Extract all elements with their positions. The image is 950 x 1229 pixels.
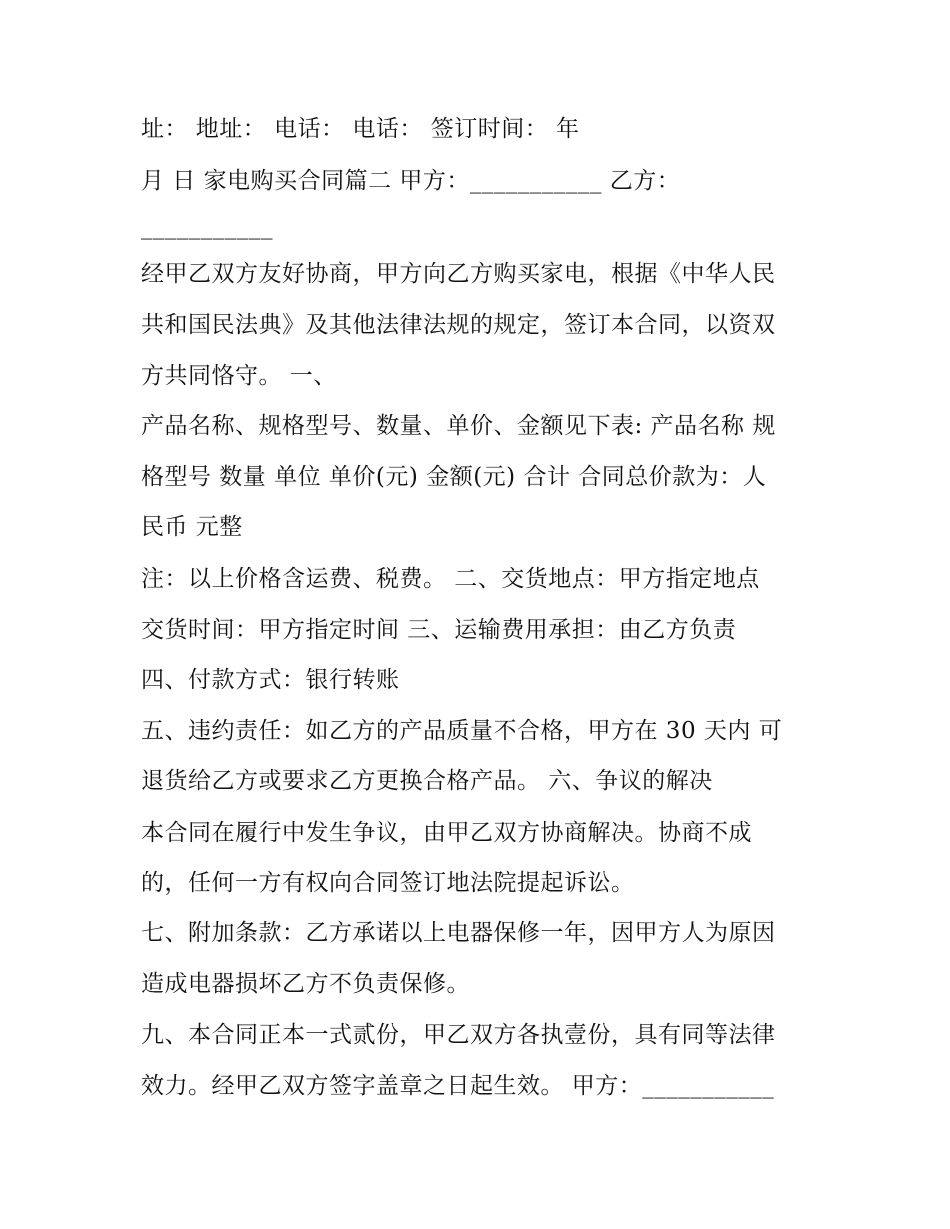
text-line: 交货时间：甲方指定时间 三、运输费用承担：由乙方负责 xyxy=(141,617,737,643)
text-line: 格型号 数量 单位 单价(元) 金额(元) 合计 合同总价款为：人 xyxy=(141,464,767,490)
text-line: 造成电器损坏乙方不负责保修。 xyxy=(141,971,470,997)
text-line: 的，任何一方有权向合同签订地法院提起诉讼。 xyxy=(141,870,635,896)
text-line: 退货给乙方或要求乙方更换合格产品。 六、争议的解决 xyxy=(141,768,713,794)
text-line: 产品名称、规格型号、数量、单价、金额见下表: 产品名称 规 xyxy=(141,413,776,439)
text-line: 址： 地址： 电话： 电话： 签订时间： 年 xyxy=(141,116,580,142)
text-line: 共和国民法典》及其他法律法规的规定，签订本合同，以资双 xyxy=(141,312,776,338)
text-line: 效力。经甲乙双方签字盖章之日起生效。 甲方：___________ xyxy=(141,1073,775,1099)
text-line: 注：以上价格含运费、税费。 二、交货地点：甲方指定地点 xyxy=(141,566,760,592)
text-line: 九、本合同正本一式贰份，甲乙双方各执壹份，具有同等法律 xyxy=(141,1022,776,1048)
text-line: 经甲乙双方友好协商，甲方向乙方购买家电，根据《中华人民 xyxy=(141,261,776,287)
text-line: ___________ xyxy=(141,214,273,240)
text-line: 民币 元整 xyxy=(141,514,243,540)
text-line: 四、付款方式：银行转账 xyxy=(141,667,400,693)
text-line: 月 日 家电购买合同篇二 甲方：___________ 乙方： xyxy=(141,168,681,194)
text-line: 方共同恪守。 一、 xyxy=(141,363,337,389)
text-line: 七、附加条款：乙方承诺以上电器保修一年，因甲方人为原因 xyxy=(141,920,776,946)
text-line: 本合同在履行中发生争议，由甲乙双方协商解决。协商不成 xyxy=(141,820,752,846)
text-line: 五、违约责任：如乙方的产品质量不合格，甲方在 30 天内 可 xyxy=(141,718,783,744)
